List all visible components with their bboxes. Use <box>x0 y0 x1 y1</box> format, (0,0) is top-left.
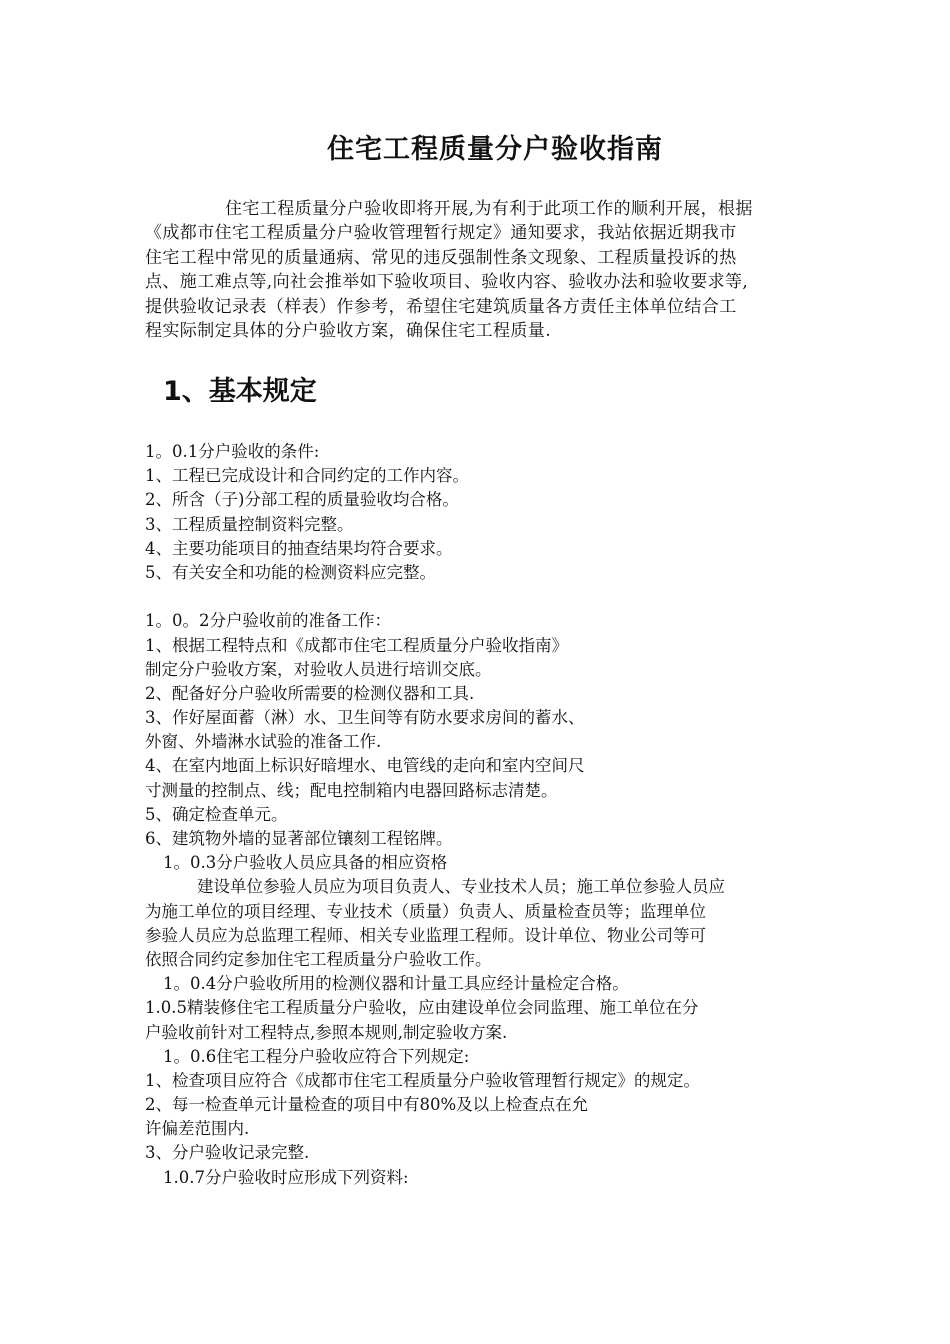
section-body <box>145 440 845 1190</box>
paragraph-line: 建设单位参验人员应为项目负责人、专业技术人员；施工单位参验人员应 <box>197 877 725 897</box>
section-heading: 1、基本规定 <box>163 376 317 407</box>
list-item: 3、作好屋面蓄（淋）水、卫生间等有防水要求房间的蓄水、 <box>145 708 585 728</box>
document-title: 住宅工程质量分户验收指南 <box>327 134 663 165</box>
clause-heading: 1。0.6住宅工程分户验收应符合下列规定: <box>163 1046 470 1066</box>
clause-heading: 1。0.3分户验收人员应具备的相应资格 <box>163 853 448 873</box>
intro-line: 住宅工程中常见的质量通病、常见的违反强制性条文现象、工程质量投诉的热 <box>145 247 737 268</box>
intro-line: 点、施工难点等,向社会推举如下验收项目、验收内容、验收办法和验收要求等, <box>145 272 749 293</box>
list-item-continuation: 外窗、外墙淋水试验的准备工作. <box>145 732 382 752</box>
intro-line: 住宅工程质量分户验收即将开展,为有利于此项工作的顺利开展，根据 <box>225 199 753 219</box>
list-item: 4、主要功能项目的抽查结果均符合要求。 <box>145 538 453 558</box>
clause-heading: 1。0.1分户验收的条件: <box>145 442 320 461</box>
clause-heading: 1.0.7分户验收时应形成下列资料: <box>163 1167 409 1187</box>
intro-line: 提供验收记录表（样表）作参考，希望住宅建筑质量各方责任主体单位结合工 <box>145 296 737 317</box>
list-item: 5、有关安全和功能的检测资料应完整。 <box>145 562 436 582</box>
clause-heading: 1。0。2分户验收前的准备工作： <box>145 611 391 631</box>
paragraph-line: 依照合同约定参加住宅工程质量分户验收工作。 <box>145 949 492 969</box>
paragraph-line: 户验收前针对工程特点,参照本规则,制定验收方案. <box>145 1022 508 1042</box>
list-item: 3、分户验收记录完整. <box>145 1143 310 1163</box>
list-item: 1、工程已完成设计和合同约定的工作内容。 <box>145 466 469 486</box>
list-item: 4、在室内地面上标识好暗埋水、电管线的走向和室内空间尺 <box>145 756 585 776</box>
paragraph-line: 为施工单位的项目经理、专业技术（质量）负责人、质量检查员等；监理单位 <box>145 901 706 921</box>
list-item: 2、每一检查单元计量检查的项目中有80%及以上检查点在允 <box>145 1095 589 1115</box>
list-item: 2、所含（子)分部工程的质量验收均合格。 <box>145 490 459 510</box>
list-item: 1、检查项目应符合《成都市住宅工程质量分户验收管理暂行规定》的规定。 <box>145 1070 700 1090</box>
paragraph-line: 参验人员应为总监理工程师、相关专业监理工程师。设计单位、物业公司等可 <box>145 925 706 945</box>
list-item-continuation: 寸测量的控制点、线；配电控制箱内电器回路标志清楚。 <box>145 780 558 800</box>
list-item: 2、配备好分户验收所需要的检测仪器和工具. <box>145 683 475 703</box>
blank-line <box>145 585 845 609</box>
clause-heading: 1.0.5精装修住宅工程质量分户验收，应由建设单位会同监理、施工单位在分 <box>145 998 699 1018</box>
list-item: 3、工程质量控制资料完整。 <box>145 514 354 534</box>
intro-line: 程实际制定具体的分户验收方案，确保住宅工程质量. <box>145 320 552 341</box>
list-item: 6、建筑物外墙的显著部位镶刻工程铭牌。 <box>145 829 453 848</box>
intro-line: 《成都市住宅工程质量分户验收管理暂行规定》通知要求，我站依据近期我市 <box>145 223 737 244</box>
list-item: 5、确定检查单元。 <box>145 804 288 824</box>
list-item-continuation: 制定分户验收方案，对验收人员进行培训交底。 <box>145 659 492 679</box>
clause-heading: 1。0.4分户验收所用的检测仪器和计量工具应经计量检定合格。 <box>163 974 629 994</box>
list-item: 1、根据工程特点和《成都市住宅工程质量分户验收指南》 <box>145 635 568 655</box>
intro-paragraph <box>145 197 825 343</box>
list-item-continuation: 许偏差范围内. <box>145 1119 250 1139</box>
